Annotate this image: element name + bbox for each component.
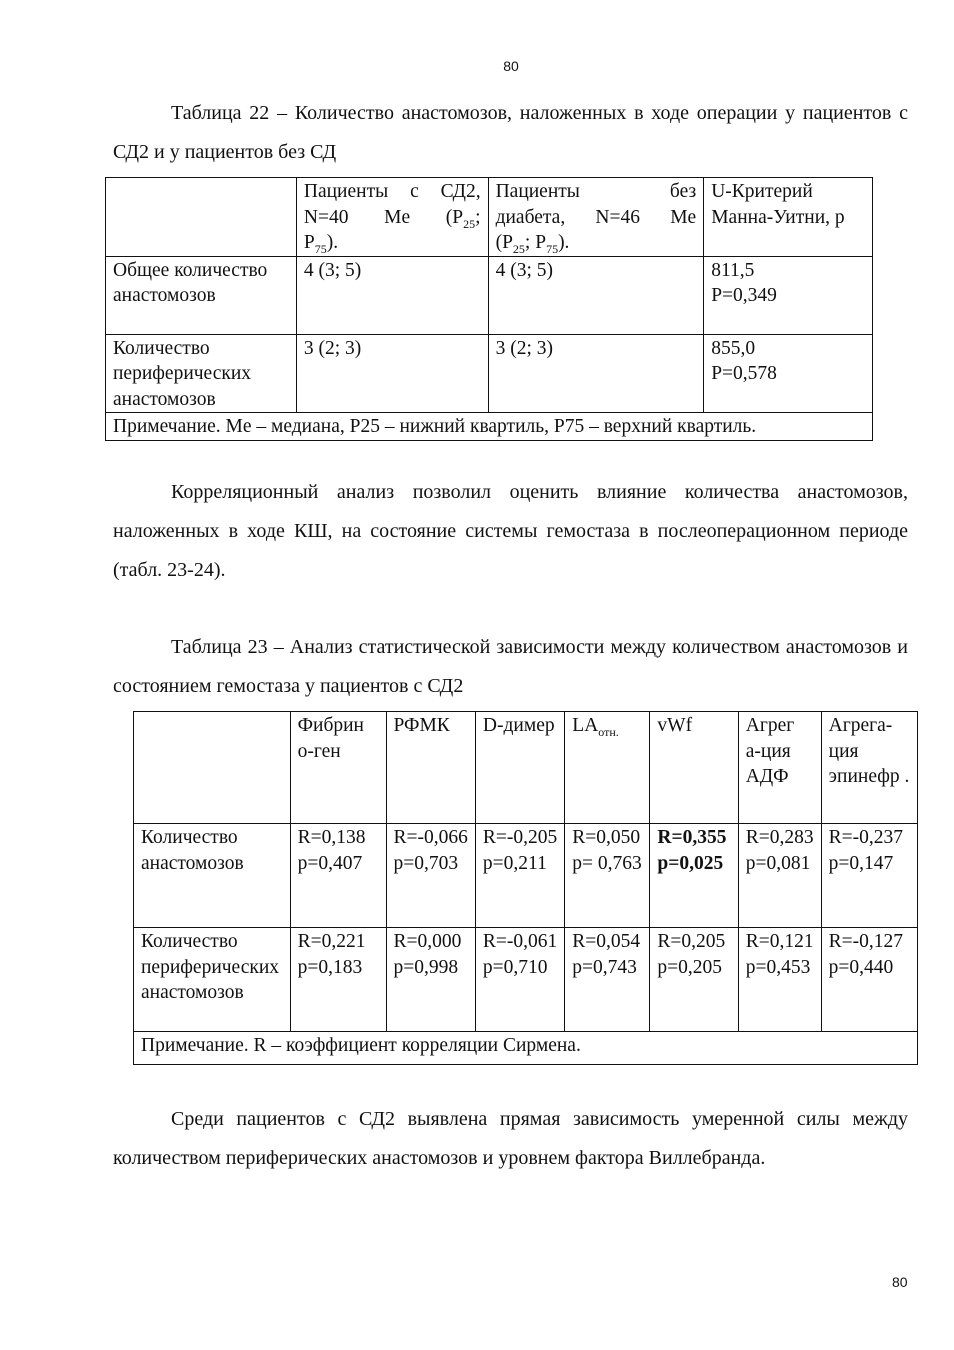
- cell-d-dimer: R=-0,061 p=0,710: [475, 928, 564, 1032]
- paragraph-1: Корреляционный анализ позволил оценить влияние количества анастомозов, наложенных в ходе КШ, на состояние системы гемостаза в послеоперационном периоде (табл. 23-24).: [113, 481, 908, 581]
- cell-nodiab: 4 (3; 5): [488, 256, 704, 334]
- header-epinephrine: Агрега-ция эпинефр .: [821, 712, 917, 824]
- table-row: [134, 824, 918, 928]
- table-note-row: [106, 413, 873, 441]
- page-number-bottom: 80: [892, 1274, 908, 1290]
- row-label: Количество периферических анастомозов: [134, 928, 291, 1032]
- cell-adf: R=0,283 p=0,081: [738, 824, 821, 928]
- row-label: Количество периферических анастомозов: [106, 334, 297, 413]
- table-note-row: [134, 1032, 918, 1065]
- cell-rfmk: R=0,000 p=0,998: [386, 928, 475, 1032]
- cell-u: 855,0 P=0,578: [704, 334, 873, 413]
- header-d-dimer: D-димер: [475, 712, 564, 824]
- table-header-row: [106, 178, 873, 257]
- table-row: [134, 928, 918, 1032]
- cell-nodiab: 3 (2; 3): [488, 334, 704, 413]
- page-number-top: 80: [503, 58, 519, 74]
- table-23: [133, 711, 918, 1065]
- cell-la: R=0,054 p=0,743: [565, 928, 650, 1032]
- header-adf: Агрег а-ция АДФ: [738, 712, 821, 824]
- header-rfmk: РФМК: [386, 712, 475, 824]
- cell-vwf: R=0,205 p=0,205: [650, 928, 738, 1032]
- table-header-row: [134, 712, 918, 824]
- table-note: Примечание. Me – медиана, P25 – нижний квартиль, P75 – верхний квартиль.: [106, 413, 873, 441]
- header-nodiab-line1: Пациенты без: [495, 181, 697, 202]
- header-nodiab-line2: диабета, N=46 Me: [495, 206, 697, 228]
- cell-adf: R=0,121 p=0,453: [738, 928, 821, 1032]
- table23-caption: Таблица 23 – Анализ статистической зависимости между количеством анастомозов и состоянием гемостаза у пациентов с СД2: [113, 636, 908, 697]
- header-nodiab-line3: ($P_{25}$; $P_{75}$).: [495, 232, 570, 256]
- header-fibrinogen: Фибрин о-ген: [290, 712, 386, 824]
- table22-caption: Таблица 22 – Количество анастомозов, наложенных в ходе операции у пациентов с СД2 и у пациентов без СД: [113, 102, 908, 163]
- header-sd2-line2: N=40 Me ($P_{25}$;: [303, 206, 481, 231]
- cell-epinephrine: R=-0,127 p=0,440: [821, 928, 917, 1032]
- table-row: [106, 256, 873, 334]
- header-nodiab: [488, 178, 704, 257]
- table-22: [105, 177, 873, 441]
- table-row: [106, 334, 873, 413]
- header-sd2-line1: Пациенты с СД2,: [303, 181, 481, 202]
- header-u-test: U-Критерий Манна-Уитни, p: [704, 178, 873, 257]
- header-sd2: [296, 178, 488, 257]
- header-sd2-line3: $P_{75}$).: [303, 232, 339, 256]
- cell-d-dimer: R=-0,205 p=0,211: [475, 824, 564, 928]
- cell-sd2: 4 (3; 5): [296, 256, 488, 334]
- header-vwf: vWf: [650, 712, 738, 824]
- header-la: $LA_{отн.}$: [565, 712, 650, 824]
- cell-rfmk: R=-0,066 p=0,703: [386, 824, 475, 928]
- cell-vwf-significant: R=0,355 p=0,025: [650, 824, 738, 928]
- cell-fibrinogen: R=0,138 p=0,407: [290, 824, 386, 928]
- row-label: Количество анастомозов: [134, 824, 291, 928]
- cell-epinephrine: R=-0,237 p=0,147: [821, 824, 917, 928]
- cell-fibrinogen: R=0,221 p=0,183: [290, 928, 386, 1032]
- cell-la: R=0,050 p= 0,763: [565, 824, 650, 928]
- empty-header-cell: [106, 178, 297, 257]
- table-note: Примечание. R – коэффициент корреляции Сирмена.: [134, 1032, 918, 1065]
- row-label: Общее количество анастомозов: [106, 256, 297, 334]
- cell-u: 811,5 P=0,349: [704, 256, 873, 334]
- paragraph-2: Среди пациентов с СД2 выявлена прямая зависимость умеренной силы между количеством периферических анастомозов и уровнем фактора Виллебранда.: [113, 1108, 908, 1169]
- cell-sd2: 3 (2; 3): [296, 334, 488, 413]
- empty-header-cell: [134, 712, 291, 824]
